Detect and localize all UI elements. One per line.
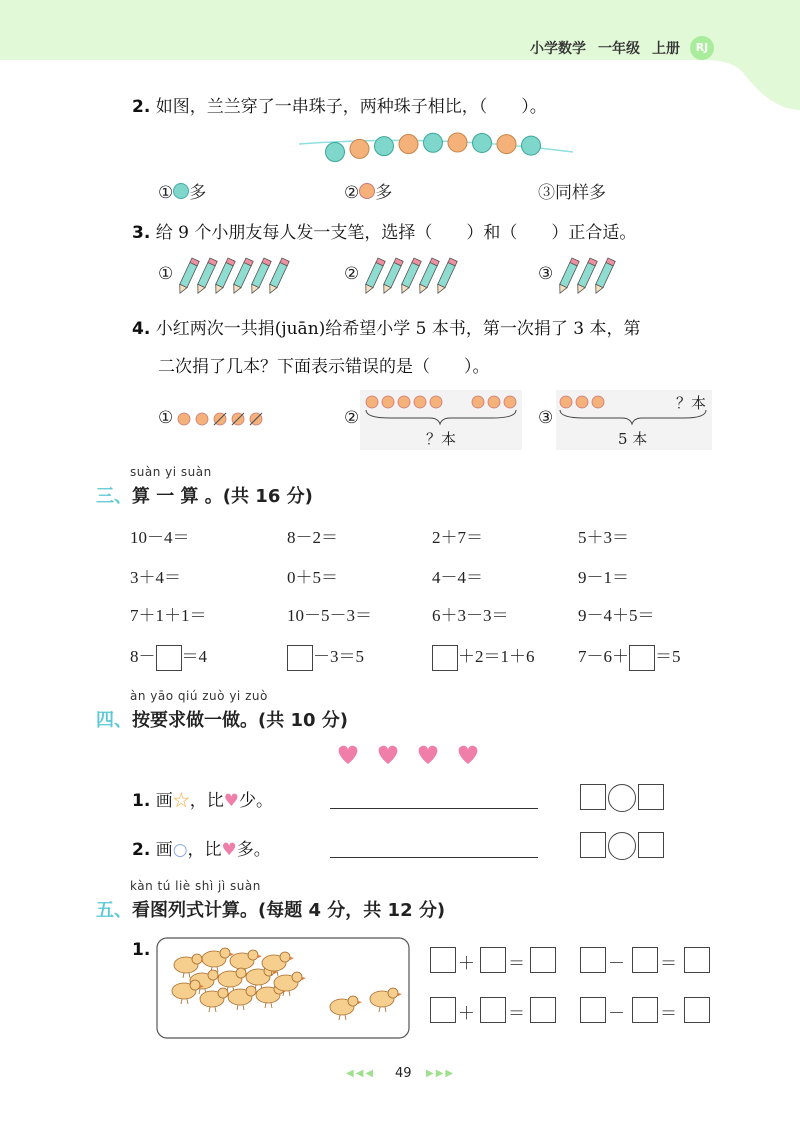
fill-eq-4: 7－6＋ ＝5 bbox=[578, 642, 681, 671]
q2-option-2[interactable]: ② 多 bbox=[344, 183, 393, 203]
answer-line-2[interactable] bbox=[330, 857, 538, 858]
section5-pinyin: kàn tú liè shì jì suàn bbox=[130, 879, 261, 893]
eq-r1-c1: 10－4＝ bbox=[130, 528, 190, 547]
eq-r1-c2: 8－2＝ bbox=[287, 528, 338, 547]
q4-option-3-bottom-text: 5 本 bbox=[618, 430, 648, 448]
heart-icon: ♥ bbox=[221, 840, 237, 860]
answer-box[interactable] bbox=[530, 997, 556, 1023]
answer-box[interactable] bbox=[629, 645, 655, 671]
plus-sign: ＋ bbox=[458, 954, 475, 973]
q4-option-3-top-text: ？本 bbox=[676, 394, 707, 412]
chickens-picture bbox=[156, 937, 410, 1039]
eq-r2-c2: 0＋5＝ bbox=[287, 568, 338, 587]
fill-eq-3: ＋2＝1＋6 bbox=[432, 642, 535, 671]
section3-title: 三、算 一 算 。(共 16 分) bbox=[96, 486, 313, 507]
fill-eq-1: 8－ ＝4 bbox=[130, 642, 207, 671]
q2-option-3[interactable]: ③同样多 bbox=[538, 183, 606, 203]
eq-r3-c3: 6＋3－3＝ bbox=[432, 606, 509, 625]
q3-option-3-pencils bbox=[556, 254, 620, 298]
compare-box-left[interactable] bbox=[580, 784, 606, 810]
q2-option-1[interactable]: ① 多 bbox=[158, 183, 207, 203]
answer-box[interactable] bbox=[480, 947, 506, 973]
answer-box[interactable] bbox=[684, 997, 710, 1023]
answer-box[interactable] bbox=[684, 947, 710, 973]
eq-r3-c1: 7＋1＋1＝ bbox=[130, 606, 207, 625]
page-number: 49 bbox=[395, 1066, 412, 1081]
equals-sign: ＝ bbox=[508, 1004, 525, 1023]
answer-box[interactable] bbox=[580, 997, 606, 1023]
pencil-icon bbox=[556, 258, 579, 295]
answer-box[interactable] bbox=[580, 947, 606, 973]
minus-sign: － bbox=[608, 1004, 625, 1023]
answer-box[interactable] bbox=[530, 947, 556, 973]
section3-pinyin: suàn yi suàn bbox=[130, 465, 212, 479]
heart-icon bbox=[339, 746, 358, 764]
compare-box-left[interactable] bbox=[580, 832, 606, 858]
teal-bead-icon bbox=[173, 183, 189, 199]
q3-text: 3. 给 9 个小朋友每人发一支笔，选择（ ）和（ ）正合适。 bbox=[132, 223, 637, 243]
eq-r2-c1: 3＋4＝ bbox=[130, 568, 181, 587]
answer-box[interactable] bbox=[430, 997, 456, 1023]
q3-option-1-pencils bbox=[176, 254, 296, 298]
compare-boxes-1 bbox=[580, 784, 666, 812]
eq-r3-c4: 9－4＋5＝ bbox=[578, 606, 655, 625]
compare-boxes-2 bbox=[580, 832, 666, 860]
eq-r2-c4: 9－1＝ bbox=[578, 568, 629, 587]
hearts-row bbox=[336, 742, 486, 768]
equals-sign: ＝ bbox=[660, 954, 677, 973]
footer-right-arrows: ▶▶▶ bbox=[426, 1068, 456, 1079]
footer-left-arrows: ◀◀◀ bbox=[346, 1068, 376, 1079]
q3-option-2-label[interactable]: ② bbox=[344, 264, 360, 284]
header-volume: 上册 bbox=[652, 41, 680, 57]
answer-box[interactable] bbox=[287, 645, 313, 671]
star-icon: ☆ bbox=[172, 791, 190, 811]
orange-bead bbox=[448, 133, 467, 152]
section5-title: 五、看图列式计算。(每题 4 分，共 12 分) bbox=[96, 900, 446, 921]
header-subject: 小学数学 bbox=[530, 41, 586, 57]
orange-bead bbox=[350, 139, 369, 158]
compare-box-right[interactable] bbox=[638, 784, 664, 810]
heart-icon: ♥ bbox=[223, 791, 239, 811]
equals-sign: ＝ bbox=[660, 1004, 677, 1023]
answer-box[interactable] bbox=[156, 645, 182, 671]
answer-box[interactable] bbox=[632, 947, 658, 973]
answer-box[interactable] bbox=[480, 997, 506, 1023]
s5-q1-number: 1. bbox=[132, 940, 151, 960]
orange-bead bbox=[497, 135, 516, 154]
teal-bead bbox=[375, 137, 394, 156]
q3-option-1-label[interactable]: ① bbox=[158, 264, 174, 284]
q4-text-line1: 4. 小红两次一共捐(juān)给希望小学 5 本书，第一次捐了 3 本，第 bbox=[132, 319, 641, 339]
q3-option-2-pencils bbox=[362, 254, 462, 298]
orange-bead bbox=[399, 135, 418, 154]
teal-bead bbox=[326, 143, 345, 162]
compare-box-right[interactable] bbox=[638, 832, 664, 858]
answer-box[interactable] bbox=[432, 645, 458, 671]
heart-icon bbox=[459, 746, 478, 764]
teal-bead bbox=[522, 136, 541, 155]
teal-bead bbox=[473, 133, 492, 152]
teal-bead bbox=[424, 133, 443, 152]
section4-pinyin: àn yāo qiú zuò yi zuò bbox=[130, 689, 268, 703]
circle-icon: ○ bbox=[172, 840, 188, 860]
eq-r3-c2: 10－5－3＝ bbox=[287, 606, 372, 625]
compare-circle[interactable] bbox=[608, 784, 636, 812]
header-grade: 一年级 bbox=[598, 41, 640, 57]
q3-option-3-label[interactable]: ③ bbox=[538, 264, 554, 284]
answer-line-1[interactable] bbox=[330, 808, 538, 809]
q2-text: 2. 如图，兰兰穿了一串珠子，两种珠子相比，（ ）。 bbox=[132, 97, 547, 117]
eq-r1-c3: 2＋7＝ bbox=[432, 528, 483, 547]
fill-eq-2: －3＝5 bbox=[287, 642, 364, 671]
minus-sign: － bbox=[608, 954, 625, 973]
heart-icon bbox=[419, 746, 438, 764]
compare-circle[interactable] bbox=[608, 832, 636, 860]
pencil-icon bbox=[362, 258, 385, 295]
q4-option-1-beads bbox=[176, 408, 276, 430]
q4-option-1-label[interactable]: ① bbox=[158, 408, 174, 428]
q4-text-line2: 二次捐了几本？下面表示错误的是（ ）。 bbox=[158, 357, 490, 377]
header-badge: RJ bbox=[690, 36, 714, 60]
q4-option-2-bottom-text: ？本 bbox=[426, 430, 457, 448]
s4-item-2: 2. 画○，比♥多。 bbox=[132, 840, 271, 860]
equals-sign: ＝ bbox=[508, 954, 525, 973]
answer-box[interactable] bbox=[430, 947, 456, 973]
answer-box[interactable] bbox=[632, 997, 658, 1023]
orange-bead-icon bbox=[359, 183, 375, 199]
plus-sign: ＋ bbox=[458, 1004, 475, 1023]
eq-r1-c4: 5＋3＝ bbox=[578, 528, 629, 547]
section4-title: 四、按要求做一做。(共 10 分) bbox=[96, 710, 349, 731]
q4-option-3-label[interactable]: ③ bbox=[538, 408, 554, 428]
eq-r2-c3: 4－4＝ bbox=[432, 568, 483, 587]
q2-bead-string bbox=[295, 122, 580, 164]
q4-option-2-label[interactable]: ② bbox=[344, 408, 360, 428]
s4-item-1: 1. 画☆，比♥少。 bbox=[132, 791, 273, 811]
pencil-icon bbox=[176, 258, 199, 295]
heart-icon bbox=[379, 746, 398, 764]
